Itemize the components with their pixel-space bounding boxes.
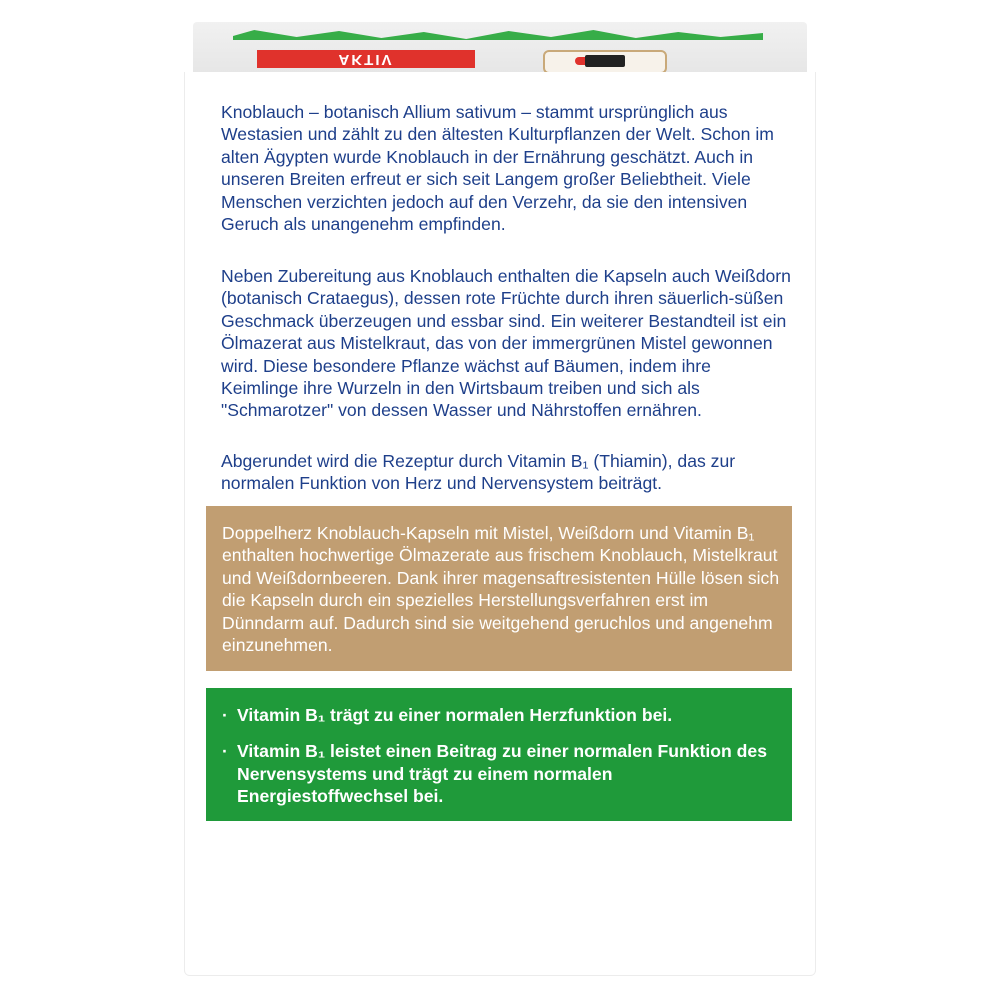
health-claim-item xyxy=(222,740,782,807)
bullet-icon: · xyxy=(222,705,228,725)
brand-logo xyxy=(543,50,667,74)
product-info-panel xyxy=(206,506,792,671)
brand-logo-wordmark xyxy=(585,55,625,67)
intro-paragraph: Knoblauch – botanisch Allium sativum – stammt ursprünglich aus Westasien und zählt zu den ältesten Kulturpflanzen der Welt. Schon im alten Ägypten wurde Knoblauch in der Ernährung geschätzt. Auch in unseren Breiten erfreut er sich seit Langem großer Beliebtheit. Viele Menschen verzichten jedoch auf den Verzehr, da sie den intensiven Geruch als unangenehm empfinden. xyxy=(221,102,774,235)
product-info-text: Doppelherz Knoblauch-Kapseln mit Mistel, Weißdorn und Vitamin B₁ enthalten hochwertige Ölmazerate aus frischem Knoblauch, Mistelkraut und Weißdornbeeren. Dank ihrer magensaftresistenten Hülle lösen sich die Kapseln durch ein spezielles Herstellungsverfahren erst im Dünndarm auf. Dadurch sind sie weitgehend geruchlos und angenehm einzunehmen. xyxy=(222,523,780,656)
top-flap-red-banner xyxy=(257,50,475,68)
health-claims-panel xyxy=(206,688,792,821)
health-claim-item xyxy=(222,704,782,726)
ingredients-paragraph: Neben Zubereitung aus Knoblauch enthalten die Kapseln auch Weißdorn (botanisch Crataegus), dessen rote Früchte durch ihren säuerlich-süßen Geschmack überzeugen und essbar sind. Ein weiterer Bestandteil ist ein Ölmazerat aus Mistelkraut, das von der immergrünen Mistel gewonnen wird. Diese besondere Pflanze wächst auf Bäumen, indem ihre Keimlinge ihre Wurzeln in den Wirtsbaum treiben und sich als "Schmarotzer" von dessen Wasser und Nährstoffen ernähren. xyxy=(221,266,791,421)
top-flap-green-print xyxy=(233,30,763,40)
health-claim-text: Vitamin B₁ leistet einen Beitrag zu einer normalen Funktion des Nervensystems und trägt zu einem normalen Energiestoffwechsel bei. xyxy=(237,741,767,807)
top-flap-label: AKTIV xyxy=(338,51,394,68)
vitamin-paragraph: Abgerundet wird die Rezeptur durch Vitamin B₁ (Thiamin), das zur normalen Funktion von Herz und Nervensystem beiträgt. xyxy=(221,451,736,494)
health-claim-text: Vitamin B₁ trägt zu einer normalen Herzfunktion bei. xyxy=(237,705,673,725)
health-claims-list xyxy=(222,704,782,822)
bullet-icon: · xyxy=(222,741,228,762)
box-top-flap xyxy=(193,22,807,74)
